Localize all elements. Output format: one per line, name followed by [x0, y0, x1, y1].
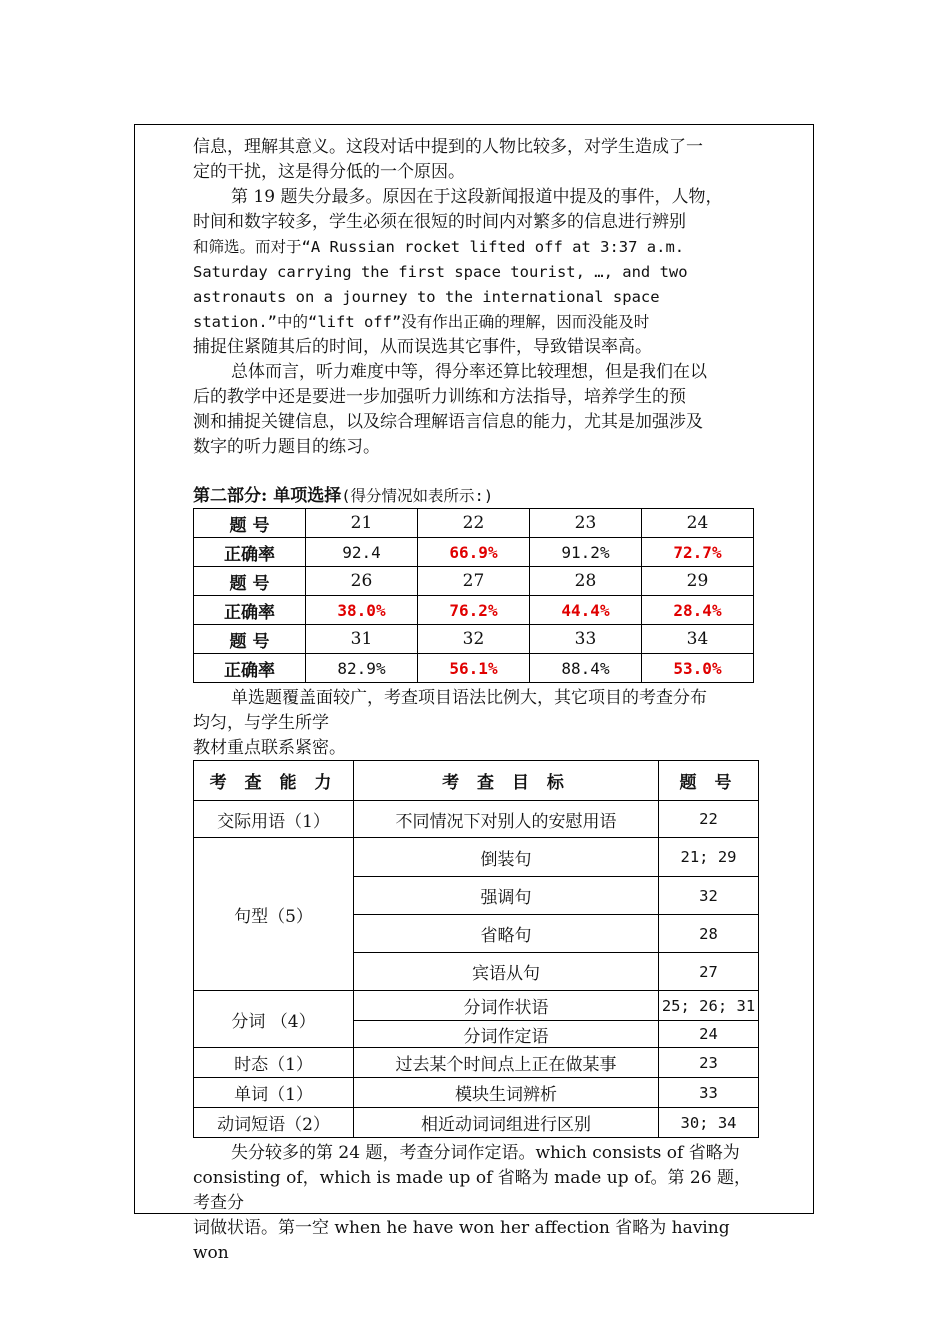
rate-label: 正确率: [194, 538, 306, 567]
rate-value: 91.2%: [530, 538, 642, 567]
question-number: 32: [418, 625, 530, 654]
q19-paragraph: 第 19 题失分最多。原因在于这段新闻报道中提及的事件，人物， 时间和数字较多，学生必须在很短的时间内对繁多的信息进行辨别 和筛选。而对于“A Russian rocket lifted off at 3:37 a.m. Saturday carrying the first space tourist, …, and two astronauts on a journey to the international space station.”中的“lift off”没有作出正确的理解，因而没能及时 捕捉住紧随其后的时间，从而误选其它事件，导致错误率高。: [193, 187, 723, 357]
question-number: 27: [418, 567, 530, 596]
question-no-cell: 24: [659, 1021, 759, 1048]
table-row: [194, 991, 759, 1021]
question-row: [194, 567, 754, 596]
rate-value-low: 76.2%: [418, 596, 530, 625]
question-number: 33: [530, 625, 642, 654]
target-cell: 模块生词辨析: [354, 1078, 659, 1108]
header-question-no: 题 号: [659, 761, 759, 801]
header-row: [194, 761, 759, 801]
target-cell: 分词作定语: [354, 1021, 659, 1048]
question-no-cell: 23: [659, 1048, 759, 1078]
part2-heading: 第二部分: 单项选择(得分情况如表所示:): [193, 486, 494, 506]
question-label: 题 号: [194, 625, 306, 654]
question-no-cell: 27: [659, 953, 759, 991]
rate-row: [194, 654, 754, 683]
rate-value: 92.4: [306, 538, 418, 567]
question-number: 28: [530, 567, 642, 596]
question-number: 24: [642, 509, 754, 538]
target-cell: 强调句: [354, 877, 659, 915]
target-cell: 分词作状语: [354, 991, 659, 1021]
question-label: 题 号: [194, 509, 306, 538]
question-row: [194, 625, 754, 654]
target-cell: 相近动词词组进行区别: [354, 1108, 659, 1138]
table-row: [194, 801, 759, 838]
question-no-cell: 22: [659, 801, 759, 838]
question-number: 29: [642, 567, 754, 596]
question-label: 题 号: [194, 567, 306, 596]
rate-label: 正确率: [194, 596, 306, 625]
rate-row: [194, 538, 754, 567]
question-number: 34: [642, 625, 754, 654]
question-no-cell: 33: [659, 1078, 759, 1108]
question-no-cell: 21; 29: [659, 838, 759, 877]
ability-cell: 句型（5）: [194, 838, 354, 991]
rate-label: 正确率: [194, 654, 306, 683]
ability-table: [193, 760, 759, 1138]
ability-cell: 交际用语（1）: [194, 801, 354, 838]
rate-row: [194, 596, 754, 625]
question-number: 22: [418, 509, 530, 538]
rate-value-low: 38.0%: [306, 596, 418, 625]
ability-cell: 单词（1）: [194, 1078, 354, 1108]
rate-value: 82.9%: [306, 654, 418, 683]
ability-cell: 分词 （4）: [194, 991, 354, 1048]
rate-value: 88.4%: [530, 654, 642, 683]
analysis-paragraph: 失分较多的第 24 题，考查分词作定语。which consists of 省略为 consisting of，which is made up of 省略为 made up of。第 26 题，考查分 词做状语。第一空 when he have won her affection 省略为 having won: [193, 1143, 751, 1263]
summary-paragraph: 总体而言，听力难度中等，得分率还算比较理想，但是我们在以 后的教学中还是要进一步加强听力训练和方法指导，培养学生的预 测和捕捉关键信息，以及综合理解语言信息的能力，尤其是加强涉及 数字的听力题目的练习。: [193, 362, 707, 457]
question-number: 26: [306, 567, 418, 596]
rate-value-low: 66.9%: [418, 538, 530, 567]
target-cell: 倒装句: [354, 838, 659, 877]
question-no-cell: 28: [659, 915, 759, 953]
coverage-paragraph: 单选题覆盖面较广，考查项目语法比例大，其它项目的考查分布 均匀，与学生所学 教材重点联系紧密。: [193, 688, 707, 758]
rate-value-low: 28.4%: [642, 596, 754, 625]
question-no-cell: 25; 26; 31: [659, 991, 759, 1021]
question-number: 23: [530, 509, 642, 538]
rate-value-low: 53.0%: [642, 654, 754, 683]
question-row: [194, 509, 754, 538]
target-cell: 过去某个时间点上正在做某事: [354, 1048, 659, 1078]
rate-value-low: 44.4%: [530, 596, 642, 625]
ability-cell: 动词短语（2）: [194, 1108, 354, 1138]
table-row: [194, 1108, 759, 1138]
score-table: [193, 508, 754, 683]
question-no-cell: 30; 34: [659, 1108, 759, 1138]
header-target: 考 查 目 标: [354, 761, 659, 801]
question-number: 21: [306, 509, 418, 538]
rate-value-low: 56.1%: [418, 654, 530, 683]
table-row: [194, 1078, 759, 1108]
question-number: 31: [306, 625, 418, 654]
rate-value-low: 72.7%: [642, 538, 754, 567]
target-cell: 省略句: [354, 915, 659, 953]
table-row: [194, 1048, 759, 1078]
intro-paragraph: 信息，理解其意义。这段对话中提到的人物比较多，对学生造成了一 定的干扰，这是得分低的一个原因。: [193, 137, 703, 182]
target-cell: 宾语从句: [354, 953, 659, 991]
question-no-cell: 32: [659, 877, 759, 915]
target-cell: 不同情况下对别人的安慰用语: [354, 801, 659, 838]
table-row: [194, 838, 759, 877]
header-ability: 考 查 能 力: [194, 761, 354, 801]
ability-cell: 时态（1）: [194, 1048, 354, 1078]
